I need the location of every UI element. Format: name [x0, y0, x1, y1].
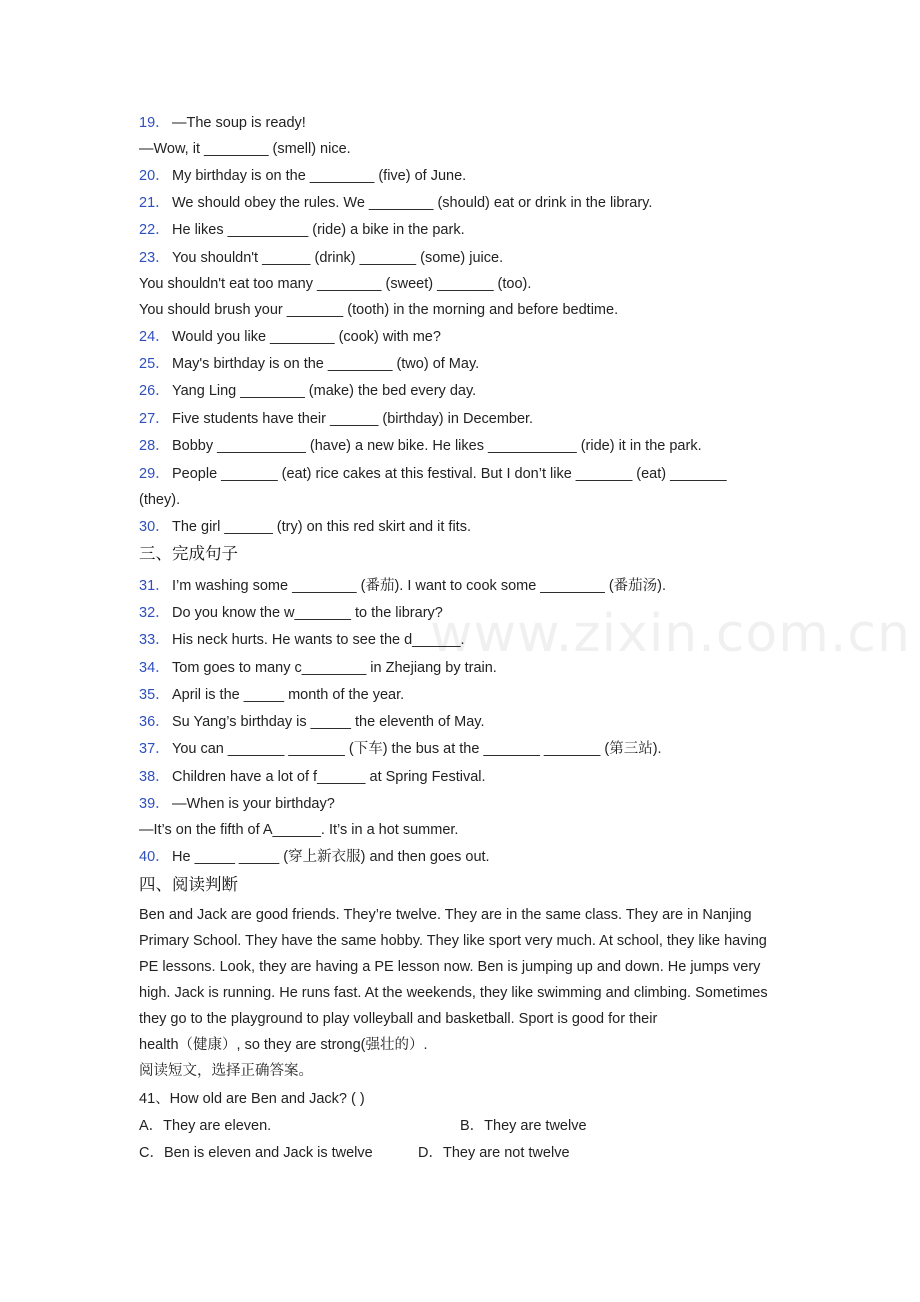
question-line: [139, 603, 443, 623]
question-number: 19．: [139, 115, 170, 131]
question-line: [139, 166, 466, 186]
question-line: [139, 712, 485, 732]
question-line: [139, 739, 662, 759]
question-41: 41、How old are Ben and Jack? ( ): [139, 1091, 365, 1107]
question-text: Would you like ________ (cook) with me?: [172, 329, 441, 345]
question-text: Children have a lot of f______ at Spring Festival.: [172, 769, 486, 785]
section-3-heading: 三、完成句子: [139, 544, 238, 563]
question-line: [139, 517, 471, 537]
question-text: The girl ______ (try) on this red skirt and it fits.: [172, 519, 471, 535]
question-text: Do you know the w_______ to the library?: [172, 605, 443, 621]
question-text: Bobby ___________ (have) a new bike. He likes ___________ (ride) it in the park.: [172, 438, 702, 454]
question-number: 29．: [139, 466, 170, 482]
question-number: 25．: [139, 356, 170, 372]
question-text: (they).: [139, 492, 181, 508]
question-text: —When is your birthday?: [172, 796, 335, 812]
question-line: [139, 436, 702, 456]
question-line: [139, 327, 441, 347]
passage-line: PE lessons. Look, they are having a PE lesson now. Ben is jumping up and down. He jumps very: [139, 959, 761, 975]
question-number: 20．: [139, 168, 170, 184]
question-number: 33．: [139, 632, 170, 648]
question-line: [139, 576, 666, 596]
question-line: [139, 220, 465, 240]
question-line: [139, 139, 351, 159]
question-line: [139, 685, 404, 705]
question-text: We should obey the rules. We ________ (should) eat or drink in the library.: [172, 195, 653, 211]
question-number: 35．: [139, 687, 170, 703]
question-line: [139, 767, 486, 787]
passage-line: high. Jack is running. He runs fast. At the weekends, they like swimming and climbing. Sometimes: [139, 985, 768, 1001]
question-text: —It’s on the fifth of A______. It’s in a hot summer.: [139, 822, 459, 838]
question-text: —Wow, it ________ (smell) nice.: [139, 141, 351, 157]
question-line: [139, 847, 490, 867]
question-text: You can _______ _______ (下车) the bus at the _______ _______ (第三站).: [172, 741, 662, 757]
question-text: My birthday is on the ________ (five) of June.: [172, 168, 467, 184]
question-line: [139, 300, 618, 320]
question-text: You shouldn't ______ (drink) _______ (some) juice.: [172, 250, 504, 266]
question-text: —The soup is ready!: [172, 115, 306, 131]
question-line: [139, 409, 533, 429]
question-text: He likes __________ (ride) a bike in the park.: [172, 222, 465, 238]
watermark: www.zixin.com.cn: [430, 604, 911, 664]
question-text: People _______ (eat) rice cakes at this festival. But I don’t like _______ (eat) _______: [172, 466, 727, 482]
question-number: 28．: [139, 438, 170, 454]
passage-line: health（健康）, so they are strong(强壮的）.: [139, 1037, 428, 1053]
option-a: A．They are eleven.: [139, 1118, 272, 1134]
question-line: [139, 354, 479, 374]
passage-line: Ben and Jack are good friends. They’re twelve. They are in the same class. They are in Nanjing: [139, 907, 752, 923]
question-number: 26．: [139, 383, 170, 399]
question-line: [139, 113, 306, 133]
question-text: Five students have their ______ (birthday) in December.: [172, 411, 534, 427]
question-text: Yang Ling ________ (make) the bed every day.: [172, 383, 477, 399]
question-line: [139, 794, 335, 814]
passage-line: Primary School. They have the same hobby. They like sport very much. At school, they like having: [139, 933, 767, 949]
question-number: 34．: [139, 660, 170, 676]
option-d: D．They are not twelve: [418, 1145, 570, 1161]
question-number: 39．: [139, 796, 170, 812]
question-text: Tom goes to many c________ in Zhejiang by train.: [172, 660, 497, 676]
question-number: 36．: [139, 714, 170, 730]
question-line: [139, 193, 652, 213]
question-number: 22．: [139, 222, 170, 238]
question-text: His neck hurts. He wants to see the d______.: [172, 632, 465, 648]
question-line: [139, 490, 180, 510]
question-text: April is the _____ month of the year.: [172, 687, 405, 703]
question-number: 32．: [139, 605, 170, 621]
question-number: 21．: [139, 195, 170, 211]
question-number: 38．: [139, 769, 170, 785]
question-number: 30．: [139, 519, 170, 535]
question-line: [139, 658, 497, 678]
question-number: 31．: [139, 578, 170, 594]
option-b: B．They are twelve: [460, 1118, 587, 1134]
question-number: 37．: [139, 741, 170, 757]
question-number: 27．: [139, 411, 170, 427]
question-text: I’m washing some ________ (番茄). I want to cook some ________ (番茄汤).: [172, 578, 667, 594]
reading-passage: [139, 902, 789, 1058]
section-4-heading: 四、阅读判断: [139, 875, 238, 894]
question-text: He _____ _____ (穿上新衣服) and then goes out.: [172, 849, 490, 865]
question-line: [139, 248, 503, 268]
passage-line: they go to the playground to play volleyball and basketball. Sport is good for their: [139, 1011, 658, 1027]
question-number: 23．: [139, 250, 170, 266]
question-line: [139, 464, 727, 484]
question-line: [139, 274, 531, 294]
question-text: You shouldn't eat too many ________ (sweet) _______ (too).: [139, 276, 532, 292]
question-text: Su Yang’s birthday is _____ the eleventh of May.: [172, 714, 485, 730]
question-line: [139, 381, 476, 401]
option-c: C．Ben is eleven and Jack is twelve: [139, 1145, 373, 1161]
instruction-text: 阅读短文，选择正确答案。: [139, 1063, 313, 1079]
question-number: 24．: [139, 329, 170, 345]
question-text: You should brush your _______ (tooth) in the morning and before bedtime.: [139, 302, 619, 318]
question-line: [139, 820, 458, 840]
question-text: May's birthday is on the ________ (two) of May.: [172, 356, 480, 372]
question-line: [139, 630, 465, 650]
question-number: 40．: [139, 849, 170, 865]
